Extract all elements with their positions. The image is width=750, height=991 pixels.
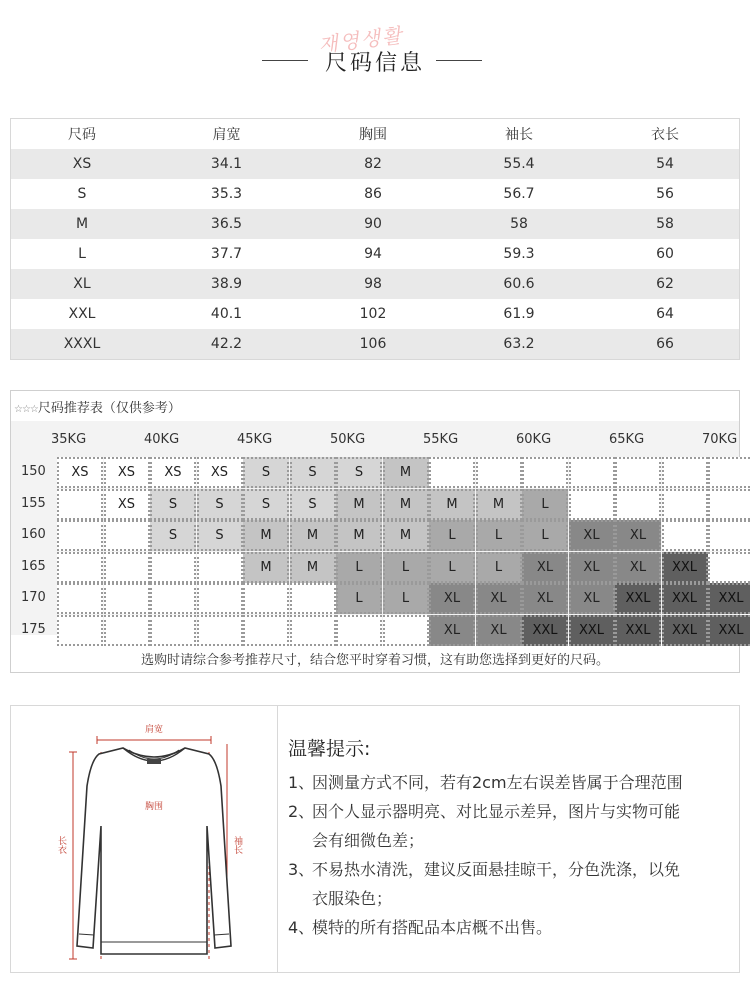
size-table-header-row [11,119,739,149]
size-cell: S [290,489,336,520]
size-cell: L [476,520,522,551]
table-cell: 60 [656,246,674,262]
star-icons: ☆☆☆ [14,404,38,415]
table-cell: 54 [656,156,674,172]
size-cell: XL [569,520,615,551]
size-cell: M [336,489,382,520]
height-label: 170 [21,590,46,605]
size-cell: M [243,552,289,583]
table-cell: 40.1 [210,306,243,322]
table-cell: 36.5 [210,216,243,232]
table-cell: XXXL [63,336,101,352]
table-cell: M [75,216,89,232]
size-cell: XL [522,583,568,614]
size-cell [336,615,382,646]
size-cell: M [243,520,289,551]
weight-label: 45KG [237,432,273,447]
size-cell [290,615,336,646]
table-cell: XXL [68,306,96,322]
size-cell: S [197,489,243,520]
table-row [11,209,739,239]
table-cell: 64 [656,306,674,322]
tip-text: 衣服染色； [312,889,393,908]
size-cell: XL [615,552,661,583]
size-cell: XXL [662,615,708,646]
size-cell [150,583,196,614]
size-cell: S [150,489,196,520]
size-cell [197,615,243,646]
size-cell: XL [429,583,475,614]
size-cell: L [336,583,382,614]
size-cell [662,457,708,488]
table-row [11,179,739,209]
size-cell: XL [476,615,522,646]
header-shoulder: 肩宽 [212,127,241,143]
size-cell: L [429,520,475,551]
table-cell: 42.2 [210,336,243,352]
size-cell [383,615,429,646]
height-label: 160 [21,527,46,542]
weight-label: 35KG [51,432,87,447]
size-cell: L [383,583,429,614]
size-recommendation-chart [10,390,744,673]
tip-item [288,797,736,855]
tip-number: 3、 [288,860,315,879]
recommendation-note: 选购时请综合参考推荐尺寸，结合您平时穿着习惯，这有助您选择到更好的尺码。 [140,653,609,668]
size-cell [708,552,750,583]
table-cell: 56.7 [503,186,535,202]
weight-label: 50KG [330,432,366,447]
table-cell: 38.9 [210,276,243,292]
recommendation-title [14,397,181,416]
size-cell: M [383,520,429,551]
table-cell: 102 [359,306,387,322]
size-cell [290,583,336,614]
height-label: 165 [21,558,46,574]
tip-item [288,913,736,942]
size-cell [662,489,708,520]
size-cell: XXL [708,615,750,646]
tip-text: 因测量方式不同，若有2cm左右误差皆属于合理范围 [312,773,683,792]
size-cell [57,615,103,646]
table-cell: 106 [359,336,387,352]
size-cell [197,552,243,583]
weight-label: 65KG [609,432,645,447]
tips-panel [10,705,740,973]
size-cell: M [290,552,336,583]
size-cell: XXL [615,615,661,646]
size-cell: M [429,489,475,520]
size-cell: L [336,552,382,583]
table-cell: 55.4 [503,156,535,172]
size-cell [569,457,615,488]
size-cell [429,457,475,488]
size-cell [197,583,243,614]
size-cell: S [150,520,196,551]
size-cell: XXL [569,615,615,646]
tip-item [288,855,736,913]
sweater-icon [39,716,249,966]
size-cell [662,520,708,551]
table-cell: 66 [656,336,674,352]
size-cell: XS [104,457,150,488]
header-chest: 胸围 [359,127,387,143]
table-cell: 82 [364,156,382,172]
size-cell: XL [429,615,475,646]
size-cell [708,520,750,551]
size-cell [150,615,196,646]
tip-text: 不易热水清洗，建议反面悬挂晾干，分色洗涤，以免 [312,860,681,879]
table-row [11,149,739,179]
brand-watermark: 재영생활 [317,22,405,58]
table-cell: 35.3 [210,186,243,202]
table-cell: XS [72,156,92,172]
tip-text: 会有细微色差； [312,831,425,850]
panel-divider [277,706,278,972]
size-cell [104,583,150,614]
tip-text: 因个人显示器明亮、对比显示差异，图片与实物可能 [312,802,681,821]
table-cell: 98 [364,276,382,292]
size-cell: S [243,489,289,520]
size-cell: XL [569,583,615,614]
size-cell: S [336,457,382,488]
table-cell: XL [73,276,91,292]
table-cell: 63.2 [503,336,535,352]
size-cell [57,520,103,551]
page-title: 尺码信息 [324,51,425,76]
size-cell [57,489,103,520]
size-cell: XL [615,520,661,551]
size-cell: XS [57,457,103,488]
table-cell: 58 [510,216,528,232]
table-row [11,329,739,359]
length-label: 长衣 [56,836,66,854]
size-cell [522,457,568,488]
height-label: 150 [21,464,46,479]
tips-title: 温馨提示: [288,738,371,760]
size-cell [243,583,289,614]
garment-diagram [39,716,249,970]
size-cell: S [290,457,336,488]
size-cell: L [522,489,568,520]
size-cell [150,552,196,583]
size-cell: XXL [615,583,661,614]
table-cell: 86 [364,186,382,202]
size-cell [243,615,289,646]
size-cell: L [383,552,429,583]
size-cell [615,457,661,488]
size-cell: M [336,520,382,551]
table-cell: 94 [364,246,382,262]
size-cell [708,489,750,520]
page-header [0,0,750,100]
size-cell: M [383,489,429,520]
table-cell: L [78,246,86,262]
table-cell: 37.7 [210,246,243,262]
table-row [11,239,739,269]
table-cell: 60.6 [503,276,535,292]
header-sleeve: 袖长 [505,127,533,143]
table-row [11,299,739,329]
size-cell: XL [569,552,615,583]
size-cell: S [243,457,289,488]
recommendation-title-text: 尺码推荐表（仅供参考） [37,401,181,416]
size-cell: XXL [662,552,708,583]
size-table [10,118,740,360]
table-row [11,269,739,299]
size-cell: XS [150,457,196,488]
size-cell: L [522,520,568,551]
size-cell [104,615,150,646]
size-cell [57,552,103,583]
title-right-rule [436,60,482,61]
size-cell [569,489,615,520]
tip-item [288,768,736,797]
height-label: 175 [21,621,46,637]
size-cell [57,583,103,614]
size-cell [476,457,522,488]
sleeve-label: 袖长 [232,836,242,854]
tip-number: 4、 [288,918,315,937]
header-size: 尺码 [68,127,96,143]
tip-number: 1、 [288,773,315,792]
weight-label: 60KG [516,432,552,447]
table-cell: 90 [364,216,382,232]
tip-text: 模特的所有搭配品本店概不出售。 [312,918,553,937]
size-cell: M [383,457,429,488]
size-cell: XXL [522,615,568,646]
size-cell: L [476,552,522,583]
size-cell: XS [197,457,243,488]
size-cell: M [476,489,522,520]
table-cell: 59.3 [503,246,535,262]
size-cell: XL [522,552,568,583]
size-cell [104,552,150,583]
size-cell: XS [104,489,150,520]
chest-label: 胸围 [145,802,164,812]
weight-label: 70KG [702,432,738,447]
weight-label: 40KG [144,432,180,447]
weight-label: 55KG [423,432,459,447]
size-cell: XL [476,583,522,614]
table-cell: 62 [656,276,674,292]
table-cell: 34.1 [210,156,243,172]
table-cell: S [77,186,87,202]
size-cell: M [290,520,336,551]
size-cell: XXL [662,583,708,614]
shoulder-label: 肩宽 [145,725,164,735]
header-length: 衣长 [651,127,679,143]
size-cell: S [197,520,243,551]
tip-number: 2、 [288,802,315,821]
size-cell [615,489,661,520]
size-cell [104,520,150,551]
size-cell [708,457,750,488]
size-cell: XXL [708,583,750,614]
table-cell: 58 [656,216,674,232]
table-cell: 56 [656,186,674,202]
height-label: 155 [21,495,46,511]
size-cell: L [429,552,475,583]
table-cell: 61.9 [503,306,535,322]
